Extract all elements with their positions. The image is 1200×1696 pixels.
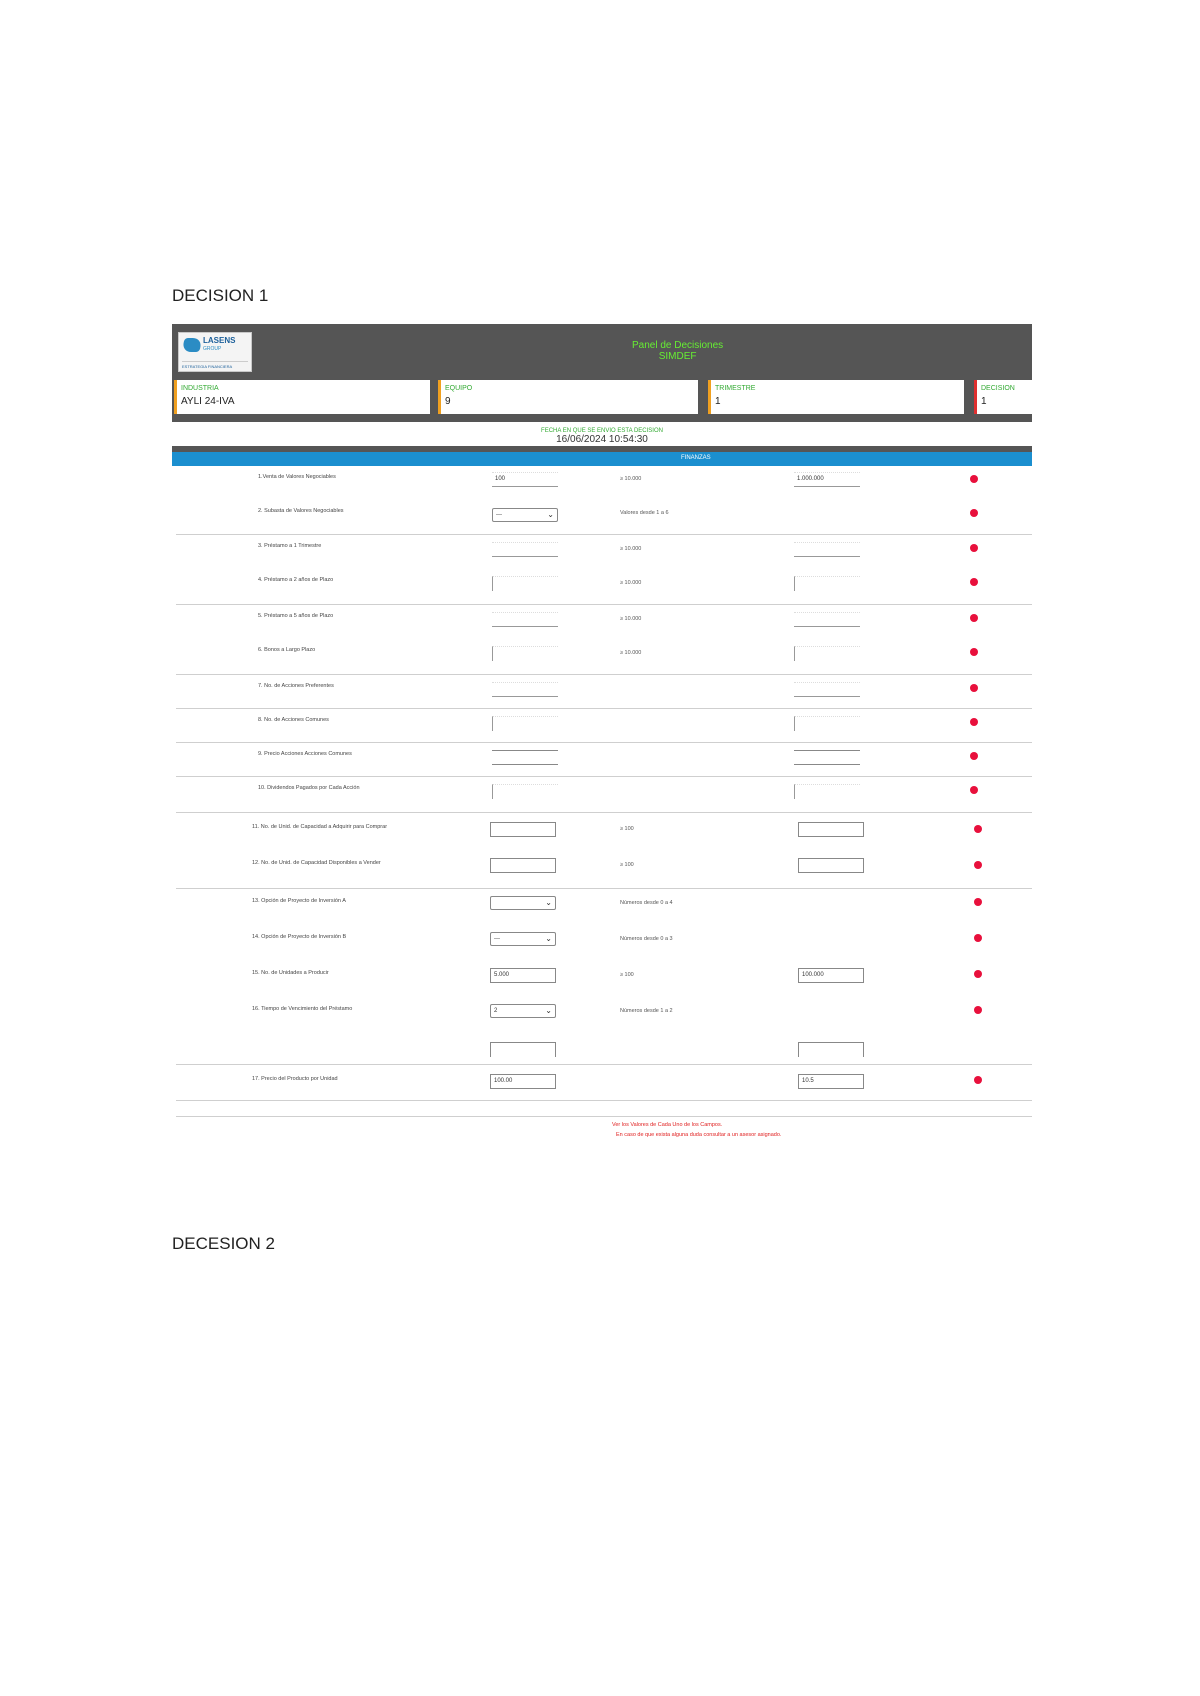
row-4-left-input[interactable] <box>492 576 558 591</box>
info-icon[interactable] <box>970 578 978 586</box>
row-12-left-input[interactable] <box>490 858 556 873</box>
info-icon[interactable] <box>974 970 982 978</box>
row-label: 10. Dividendos Pagados por Cada Acción <box>258 785 360 791</box>
row-16 <box>172 1002 1032 1038</box>
row-9-right-input[interactable] <box>794 750 860 765</box>
decision-2-heading: DECESION 2 <box>172 1234 275 1253</box>
logo-mark-icon <box>181 338 203 352</box>
row-13 <box>172 894 1032 930</box>
row-11-right-input[interactable] <box>798 822 864 837</box>
row-1 <box>172 470 1032 504</box>
info-icon[interactable] <box>974 934 982 942</box>
industria-box <box>174 380 430 414</box>
row-label: 17. Precio del Producto por Unidad <box>252 1076 338 1082</box>
row-10-left-input[interactable] <box>492 784 558 799</box>
row-4 <box>172 574 1032 608</box>
row-3-left-input[interactable] <box>492 542 558 557</box>
row-3-right-input[interactable] <box>794 542 860 557</box>
row-label: 9. Precio Acciones Acciones Comunes <box>258 751 352 757</box>
row-hint: ≥ 100 <box>620 826 634 832</box>
date-value: 16/06/2024 10:54:30 <box>556 434 648 445</box>
row-label: 8. No. de Acciones Comunes <box>258 717 329 723</box>
note-line-2: En caso de que exista alguna duda consultar a un asesor asignado. <box>616 1132 782 1138</box>
info-icon[interactable] <box>974 861 982 869</box>
select-value: 2 <box>494 1008 498 1014</box>
divider <box>176 604 1032 605</box>
row-14-select[interactable] <box>490 932 556 946</box>
decision-box <box>974 380 1032 414</box>
logo-sub: GROUP <box>203 346 222 352</box>
equipo-label: EQUIPO <box>445 385 473 392</box>
divider <box>176 888 1032 889</box>
row-1-right-input[interactable]: 1.000.000 <box>794 472 860 487</box>
row-hint: ≥ 100 <box>620 862 634 868</box>
row-10 <box>172 782 1032 816</box>
row-label: 6. Bonos a Largo Plazo <box>258 647 316 653</box>
row-14 <box>172 930 1032 966</box>
logo-tagline: ESTRATEGIA FINANCIERA <box>182 361 248 369</box>
divider <box>176 1100 1032 1101</box>
row-15-right-input[interactable]: 100.000 <box>798 968 864 983</box>
section-header-label: FINANZAS <box>681 455 711 461</box>
row-7-right-input[interactable] <box>794 682 860 697</box>
trimestre-label: TRIMESTRE <box>715 385 756 392</box>
industria-value: AYLI 24-IVA <box>181 396 235 407</box>
divider <box>176 742 1032 743</box>
row-5 <box>172 610 1032 644</box>
row-5-right-input[interactable] <box>794 612 860 627</box>
note-line-1: Ver los Valores de Cada Uno de los Campos. <box>612 1122 723 1128</box>
row-label: 1.Venta de Valores Negociables <box>258 474 336 480</box>
equipo-box <box>438 380 698 414</box>
row-hint: ≥ 10.000 <box>620 476 642 482</box>
divider <box>176 776 1032 777</box>
row-8-right-input[interactable] <box>794 716 860 731</box>
row-2 <box>172 504 1032 538</box>
row-label: 11. No. de Unid. de Capacidad a Adquirir para Comprar <box>252 824 388 830</box>
info-icon[interactable] <box>970 752 978 760</box>
row-hint: ≥ 100 <box>620 972 634 978</box>
panel-title <box>632 340 723 362</box>
row-11 <box>172 820 1032 856</box>
row-17-right-input[interactable]: 10.5 <box>798 1074 864 1089</box>
date-bar <box>172 422 1032 446</box>
row-blank-right-input[interactable] <box>798 1042 864 1057</box>
decision-value: 1 <box>981 396 987 407</box>
row-12-right-input[interactable] <box>798 858 864 873</box>
date-label: FECHA EN QUE SE ENVIO ESTA DECISION <box>541 428 663 434</box>
row-12 <box>172 856 1032 892</box>
decision-panel-screenshot <box>172 324 1032 1150</box>
equipo-value: 9 <box>445 396 451 407</box>
row-label: 14. Opción de Proyecto de Inversión B <box>252 934 347 940</box>
row-3 <box>172 540 1032 574</box>
info-icon[interactable] <box>970 475 978 483</box>
row-13-select[interactable] <box>490 896 556 910</box>
row-hint: ≥ 10.000 <box>620 650 642 656</box>
row-4-right-input[interactable] <box>794 576 860 591</box>
trimestre-value: 1 <box>715 396 721 407</box>
row-label: 3. Préstamo a 1 Trimestre <box>258 543 322 549</box>
select-value: --- <box>494 936 500 942</box>
row-label: 4. Préstamo a 2 años de Plazo <box>258 577 334 583</box>
info-icon[interactable] <box>974 1076 982 1084</box>
row-2-select[interactable] <box>492 508 558 522</box>
row-17-left-input[interactable]: 100.00 <box>490 1074 556 1089</box>
row-hint: Números desde 1 a 2 <box>620 1008 673 1014</box>
info-icon[interactable] <box>974 898 982 906</box>
row-1-left-input[interactable]: 100 <box>492 472 558 487</box>
row-16-select[interactable] <box>490 1004 556 1018</box>
info-icon[interactable] <box>970 614 978 622</box>
chevron-down-icon: ⌄ <box>545 934 552 943</box>
row-15-left-input[interactable]: 5.000 <box>490 968 556 983</box>
row-label: 7. No. de Acciones Preferentes <box>258 683 334 689</box>
row-6-left-input[interactable] <box>492 646 558 661</box>
divider <box>176 534 1032 535</box>
info-icon[interactable] <box>970 684 978 692</box>
divider <box>176 1064 1032 1065</box>
row-blank-left-input[interactable] <box>490 1042 556 1057</box>
info-icon[interactable] <box>970 718 978 726</box>
row-hint: ≥ 10.000 <box>620 616 642 622</box>
row-hint: ≥ 10.000 <box>620 546 642 552</box>
decision-label: DECISION <box>981 385 1015 392</box>
row-label: 13. Opción de Proyecto de Inversión A <box>252 898 346 904</box>
chevron-down-icon: ⌄ <box>545 898 552 907</box>
info-icon[interactable] <box>970 509 978 517</box>
logo-name: LASENS <box>203 336 236 345</box>
row-8-left-input[interactable] <box>492 716 558 731</box>
decision-1-heading: DECISION 1 <box>172 286 269 305</box>
trimestre-box <box>708 380 964 414</box>
row-17 <box>172 1072 1032 1108</box>
row-hint: Números desde 0 a 3 <box>620 936 673 942</box>
divider <box>176 812 1032 813</box>
divider <box>176 674 1032 675</box>
top-bar <box>172 324 1032 380</box>
row-hint: Valores desde 1 a 6 <box>620 510 669 516</box>
row-15 <box>172 966 1032 1002</box>
row-label: 15. No. de Unidades a Producir <box>252 970 329 976</box>
row-label: 5. Préstamo a 5 años de Plazo <box>258 613 334 619</box>
row-10-right-input[interactable] <box>794 784 860 799</box>
row-label: 16. Tiempo de Vencimiento del Préstamo <box>252 1006 353 1012</box>
industria-label: INDUSTRIA <box>181 385 219 392</box>
row-label: 12. No. de Unid. de Capacidad Disponibles a Vender <box>252 860 381 866</box>
logo <box>178 332 252 372</box>
row-6 <box>172 644 1032 678</box>
divider <box>176 1116 1032 1117</box>
panel-title-line1: Panel de Decisiones <box>632 340 724 351</box>
section-header <box>172 452 1032 466</box>
panel-title-line2: SIMDEF <box>658 351 697 362</box>
row-11-left-input[interactable] <box>490 822 556 837</box>
chevron-down-icon: ⌄ <box>547 510 554 519</box>
select-value: --- <box>496 512 502 518</box>
row-9-left-input[interactable] <box>492 750 558 765</box>
info-icon[interactable] <box>970 544 978 552</box>
info-icon[interactable] <box>974 1006 982 1014</box>
row-blank <box>172 1038 1032 1074</box>
row-5-left-input[interactable] <box>492 612 558 627</box>
info-icon[interactable] <box>974 825 982 833</box>
info-icon[interactable] <box>970 648 978 656</box>
divider <box>176 708 1032 709</box>
row-hint: ≥ 10.000 <box>620 580 642 586</box>
info-icon[interactable] <box>970 786 978 794</box>
row-7-left-input[interactable] <box>492 682 558 697</box>
row-6-right-input[interactable] <box>794 646 860 661</box>
row-label: 2. Subasta de Valores Negociables <box>258 508 344 514</box>
chevron-down-icon: ⌄ <box>545 1006 552 1015</box>
row-hint: Números desde 0 a 4 <box>620 900 673 906</box>
